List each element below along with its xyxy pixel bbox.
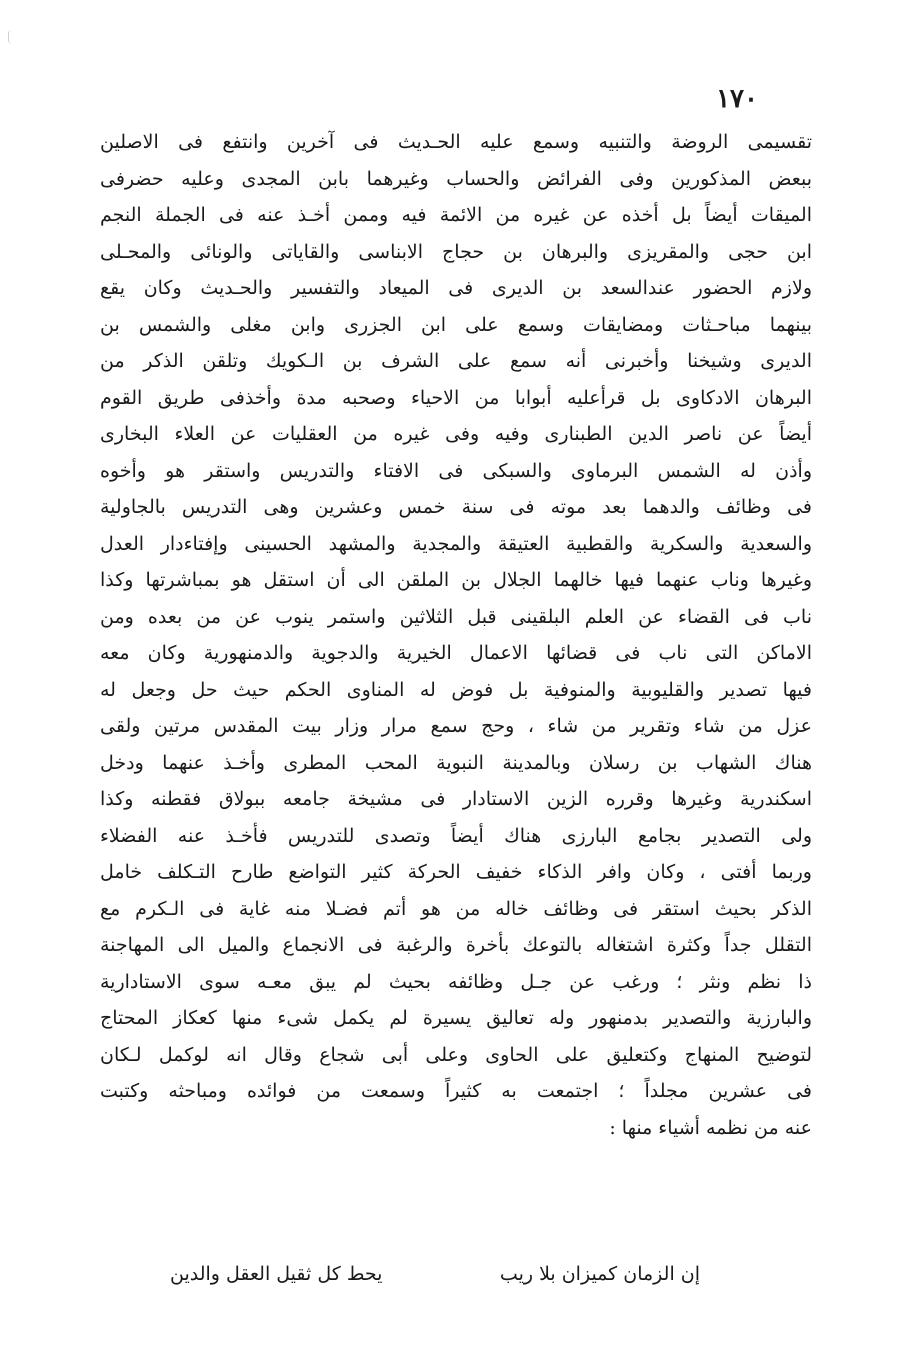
verse-first-hemistich: إن الزمان كميزان بلا ريب <box>499 1263 700 1285</box>
text-line: ابن حجى والمقريزى والبرهان بن حجاج الابناسى والقاياتى والونائى والمحـلى <box>100 240 812 263</box>
text-line: البرهان الادكاوى بل قرأعليه أبوابا من الاحياء وصحبه مدة وأخذفى طريق القوم <box>100 386 812 409</box>
text-line: بينهما مباحـثات ومضايقات وسمع على ابن الجزرى وابن مغلى والشمس بن <box>100 313 812 336</box>
text-line: أيضاً عن ناصر الدين الطبنارى وفيه وفى غيره من العقليات عن العلاء البخارى <box>100 423 812 445</box>
text-line: والبارزية والتصدير بدمنهور وله تعاليق يسيرة لم يكمل شىء منها كعكاز المحتاج <box>100 1007 812 1029</box>
text-line: الميقات أيضاً بل أخذه عن غيره من الائمة فيه وممن أخـذ عنه فى الجملة النجم <box>100 204 812 226</box>
text-line: ذا نظم ونثر ؛ ورغب عن جـل وظائفه بحيث لم يبق معـه سوى الاستادارية <box>100 970 812 993</box>
text-line: وغيرها وناب عنهما فيها خالهما الجلال بن الملقن الى أن استقل هو بمباشرتها وكذا <box>100 569 812 591</box>
text-line: وأذن له الشمس البرماوى والسبكى فى الافتاء والتدريس واستقر هو وأخوه <box>100 459 812 482</box>
text-line: وربما أفتى ، وكان وافر الذكاء خفيف الحركة كثير التواضع طارح التـكلف خامل <box>100 861 812 883</box>
poem-verse <box>170 1254 700 1294</box>
text-line: الديرى وشيخنا وأخبرنى أنه سمع على الشرف بن الـكويك وتلقن الذكر من <box>100 350 812 372</box>
text-line: ببعض المذكورين وفى الفرائض والحساب وغيرهما بابن المجدى وعليه حضرفى <box>100 167 812 190</box>
text-line: ولى التصدير بجامع البارزى هناك أيضاً وتصدى للتدريس فأخـذ عنه الفضلاء <box>100 824 812 847</box>
text-line: التقلل جداً وكثرة اشتغاله بالتوعك بأخرة والرغبة فى الانجماع والميل الى المهاجنة <box>100 934 812 956</box>
text-line: والسعدية والسكرية والقطبية العتيقة والمجدية والمشهد الحسينى وإفتاءدار العدل <box>100 532 812 555</box>
text-line: تقسيمى الروضة والتنبيه وسمع عليه الحـديث فى آخرين وانتفع فى الاصلين <box>100 131 812 153</box>
verse-second-hemistich: يحط كل ثقيل العقل والدين <box>170 1263 383 1285</box>
text-line: الذكر بحيث استقر فى وظائف خاله من هو أتم فضـلا منه غاية فى الـكرم مع <box>100 897 812 920</box>
text-line: هناك الشهاب بن رسلان وبالمدينة النبوية المحب المطرى وأخـذ عنهما ودخل <box>100 751 812 774</box>
text-line: ولازم الحضور عندالسعد بن الديرى فى الميعاد والتفسير والحـديث وكان يقع <box>100 277 812 299</box>
text-line: اسكندرية وغيرها وقرره الزين الاستادار فى مشيخة جامعه ببولاق فقطنه وكذا <box>100 788 812 810</box>
text-line: لتوضيح المنهاج وكتعليق على الحاوى وعلى أبى شجاع وقال انه لوكمل لـكان <box>100 1043 812 1066</box>
text-line: الاماكن التى ناب فى قضائها الاعمال الخيرية والدجوية والدمنهورية وكان معه <box>100 642 812 664</box>
text-line: فى وظائف والدهما بعد موته فى سنة خمس وعشرين وهى التدريس بالجاولية <box>100 496 812 518</box>
text-line: فى عشرين مجلداً ؛ اجتمعت به كثيراً وسمعت من فوائده ومباحثه وكتبت <box>100 1080 812 1102</box>
body-text <box>100 124 812 1146</box>
text-line: ناب فى القضاء عن العلم البلقينى قبل الثلاثين واستمر ينوب عن من بعده ومن <box>100 605 812 628</box>
scan-mark <box>8 30 15 44</box>
text-line: عنه من نظمه أشياء منها : <box>609 1116 812 1139</box>
text-line: فيها تصدير والقليوبية والمنوفية بل فوض له المناوى الحكم حيث حل وجعل له <box>100 678 812 701</box>
page-number: ١٧٠ <box>716 84 758 114</box>
text-line: عزل من شاء وتقرير من شاء ، وحج سمع مرار وزار بيت المقدس مرتين ولقى <box>100 715 812 737</box>
